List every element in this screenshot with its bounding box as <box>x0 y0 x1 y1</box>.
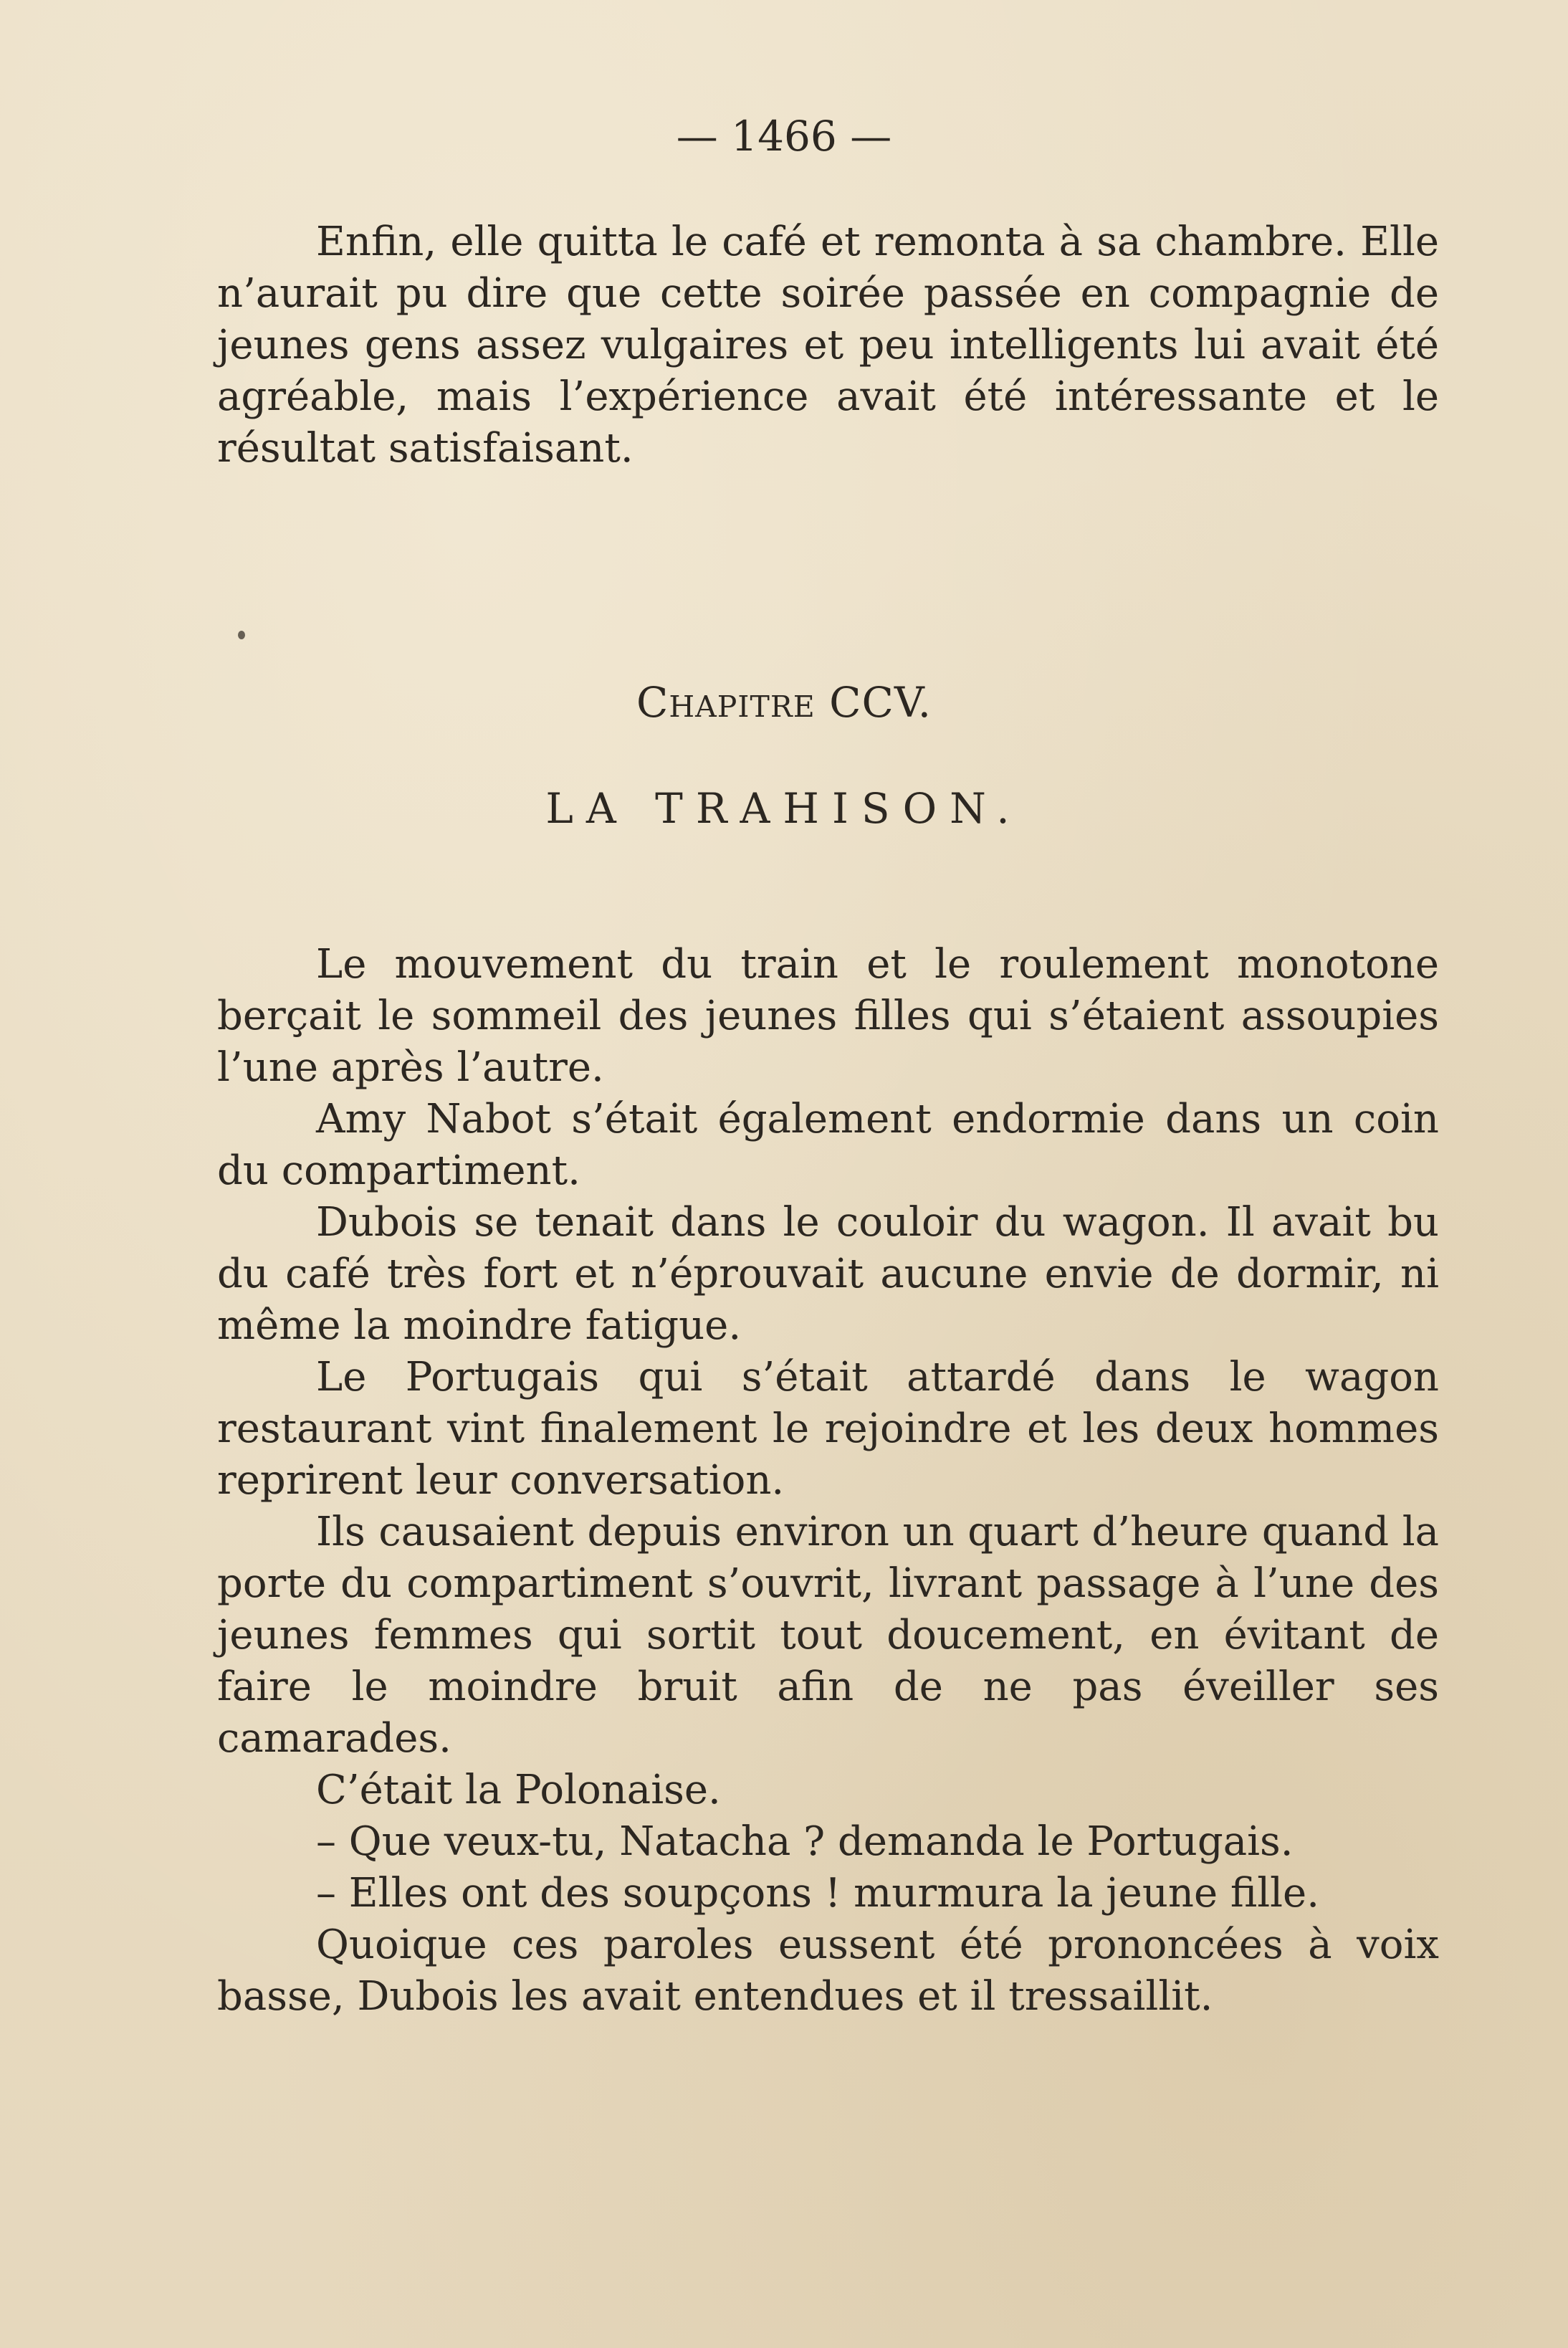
chapter-text <box>217 939 1439 2023</box>
paragraph: Dubois se tenait dans le couloir du wagon. Il avait bu du café très fort et n’éprouvait aucune envie de dormir, ni même la moindre fatigue. <box>217 1199 1439 1349</box>
paragraph: Ils causaient depuis environ un quart d’heure quand la porte du compartiment s’ouvrit, livrant passage à l’une des jeunes femmes qui sortit tout doucement, en évitant de faire le moindre bruit afin de ne pas éveiller ses camarades. <box>217 1509 1439 1762</box>
paragraph: C’était la Polonaise. <box>316 1767 721 1813</box>
paragraph: – Elles ont des soupçons ! murmura la jeune fille. <box>316 1870 1319 1917</box>
intro-text <box>217 216 1439 474</box>
paragraph: Le Portugais qui s’était attardé dans le wagon restaurant vint finalement le rejoindre et les deux hommes reprirent leur conversation. <box>217 1354 1439 1504</box>
paragraph: – Que veux-tu, Natacha ? demanda le Portugais. <box>316 1818 1294 1865</box>
paragraph: Quoique ces paroles eussent été prononcées à voix basse, Dubois les avait entendues et il tressaillit. <box>217 1922 1439 2020</box>
intro-paragraph: Enfin, elle quitta le café et remonta à sa chambre. Elle n’aurait pu dire que cette soirée passée en compagnie de jeunes gens assez vulgaires et peu intelligents lui avait été agréable, mais l’expérience avait été intéressante et le résultat satisfaisant. <box>217 219 1439 472</box>
page-number: — 1466 — <box>676 112 892 161</box>
chapter-label: Chapitre CCV. <box>636 678 932 727</box>
paragraph: Le mouvement du train et le roulement monotone berçait le sommeil des jeunes filles qui s’étaient assoupies l’une après l’autre. <box>217 941 1439 1091</box>
paragraph: Amy Nabot s’était également endormie dans un coin du compartiment. <box>217 1096 1439 1194</box>
ink-speck <box>238 631 245 639</box>
chapter-title: LA TRAHISON. <box>545 784 1023 833</box>
